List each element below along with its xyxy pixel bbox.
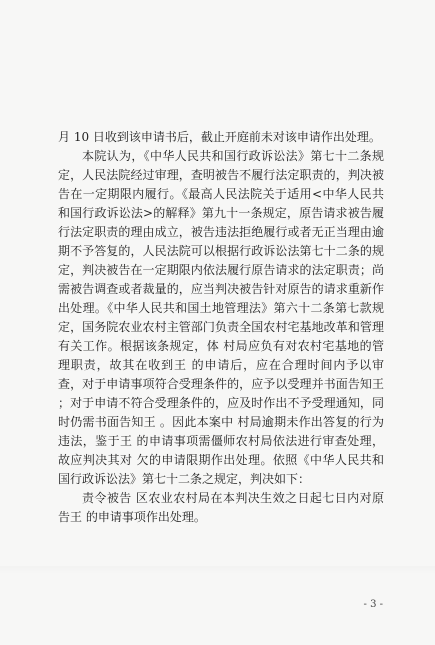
paragraph-1: 月 10 日收到该申请书后，截止开庭前未对该申请作出处理。 <box>58 130 381 144</box>
page-number: - 3 - <box>363 599 383 610</box>
document-body <box>58 128 384 527</box>
paragraph-2: 本院认为，《中华人民共和国行政诉讼法》第七十二条规定，人民法院经过审理，查明被告不履行法定职责的，判决被告在一定期限内履行。《最高人民法院关于适用<中华人民共和国行政诉讼法>的解释》第九十一条规定，原告请求被告履行法定职责的理由成立，被告违法拒绝履行或者无正当理由逾期不予答复的，人民法院可以根据行政诉讼法第七十二条的规定，判决被告在一定期限内依法履行原告请求的法定职责；尚需被告调查或者裁量的，应当判决被告针对原告的请求重新作出处理。《中华人民共和国土地管理法》第六十二条第七款规定，国务院农业农村主管部门负责全国农村宅基地改革和管理有关工作。根据该条规定，体 村局应负有对农村宅基地的管理职责，故其在收到王 的申请后，应在合理时间内予以审查，对于申请事项符合受理条件的，应予以受理并书面告知王 ；对于申请不符合受理条件的，应及时作出不予受理通知，同时仍需书面告知王 。因此本案中 村局逾期未作出答复的行为违法，鉴于王 的申请事项需僵师农村局依法进行审查处理，故应判决其对 欠的申请限期作出处理。依照《中华人民共和国行政诉讼法》第七十二条之规定，判决如下： <box>58 149 384 486</box>
page-shadow <box>0 566 435 574</box>
paragraph-3: 责令被告 区农业农村局在本判决生效之日起七日内对原告王 的申请事项作出处理。 <box>58 491 384 524</box>
